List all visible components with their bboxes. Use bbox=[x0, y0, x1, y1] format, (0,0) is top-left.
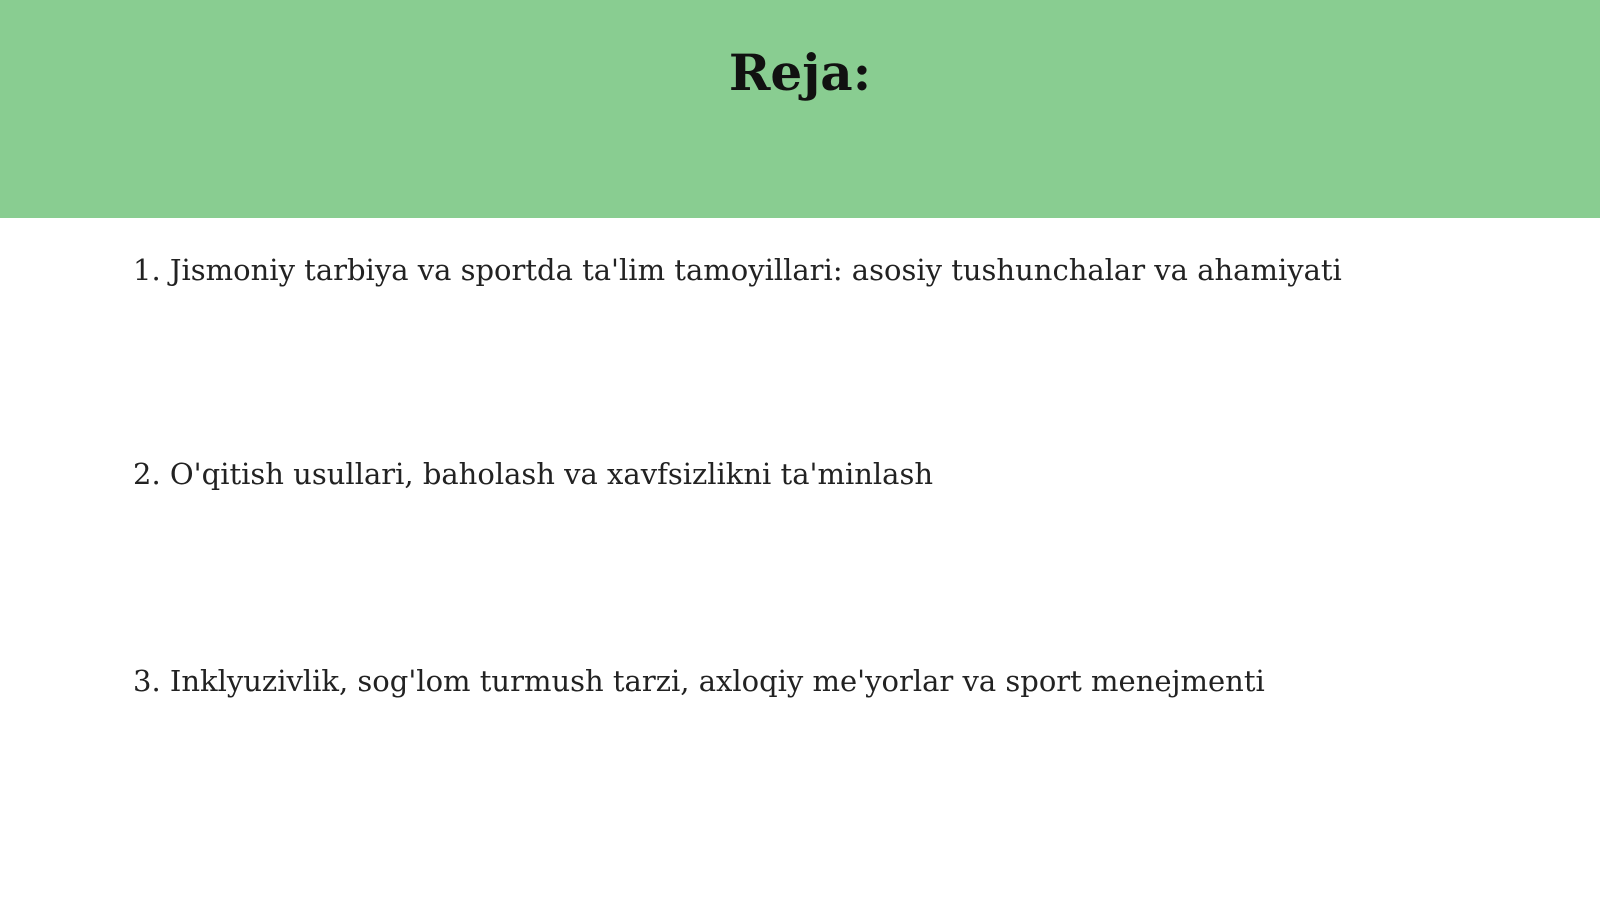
header-band bbox=[0, 0, 1600, 218]
plan-item: 1. Jismoniy tarbiya va sportda ta'lim tamoyillari: asosiy tushunchalar va ahamiyati bbox=[133, 253, 1342, 287]
plan-item: 3. Inklyuzivlik, sog'lom turmush tarzi, axloqiy me'yorlar va sport menejmenti bbox=[133, 664, 1265, 698]
plan-item: 2. O'qitish usullari, baholash va xavfsizlikni ta'minlash bbox=[133, 457, 934, 491]
slide-title: Reja: bbox=[728, 43, 872, 102]
